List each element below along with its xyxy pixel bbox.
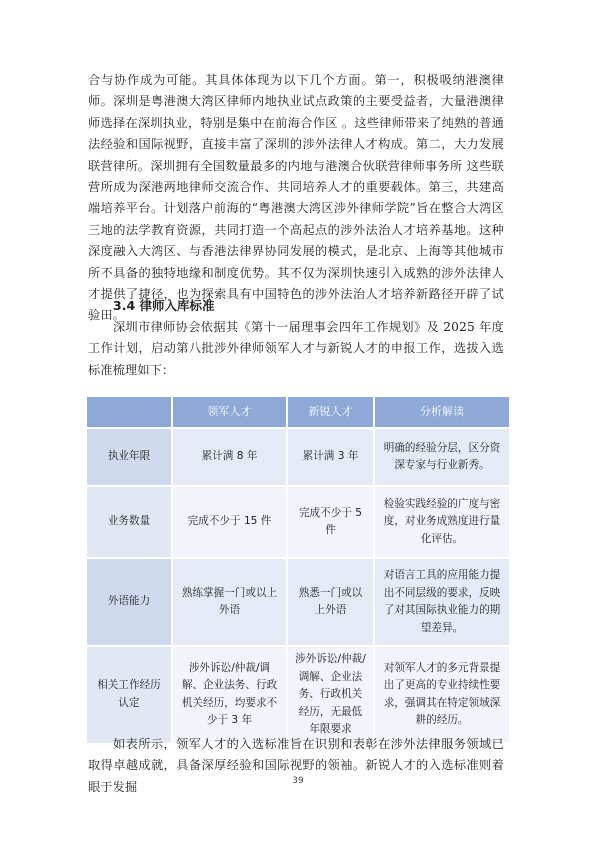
- section-heading: 3.4 律师入库标准: [113, 298, 215, 313]
- table-row: [86, 428, 510, 486]
- table-row: [86, 646, 510, 744]
- rising-cell: 累计满 3 年: [287, 428, 374, 486]
- analysis-cell: 对语言工具的应用能力提出不同层级的要求，反映了对其国际执业能力的期望差异。: [374, 558, 510, 646]
- row-label: 执业年限: [86, 428, 172, 486]
- header-leader: 领军人才: [172, 396, 287, 428]
- leader-cell: 累计满 8 年: [172, 428, 287, 486]
- header-analysis: 分析解读: [374, 396, 510, 428]
- analysis-cell: 检验实践经验的广度与密度，对业务成熟度进行量化评估。: [374, 486, 510, 558]
- row-label: 业务数量: [86, 486, 172, 558]
- rising-cell: 完成不少于 5 件: [287, 486, 374, 558]
- leader-cell: 完成不少于 15 件: [172, 486, 287, 558]
- analysis-cell: 明确的经验分层，区分资深专家与行业新秀。: [374, 428, 510, 486]
- table-row: [86, 486, 510, 558]
- conclusion-paragraph: 如表所示，领军人才的入选标准旨在识别和表彰在涉外法律服务领域已取得卓越成就，具备深厚经验和国际视野的领袖。新锐人才的入选标准则着眼于发掘: [88, 737, 504, 794]
- rising-cell: 熟悉一门或以上外语: [287, 558, 374, 646]
- page-number: 39: [292, 776, 304, 786]
- standards-table: [85, 395, 511, 745]
- header-blank: [86, 396, 172, 428]
- rising-cell: 涉外诉讼/仲裁/调解、企业法务、行政机关经历，无最低年限要求: [287, 646, 374, 744]
- leader-cell: 涉外诉讼/仲裁/调解、企业法务、行政机关经历，均要求不少于 3 年: [172, 646, 287, 744]
- analysis-cell: 对领军人才的多元背景提出了更高的专业持续性要求，强调其在特定领域深耕的经历。: [374, 646, 510, 744]
- table-header-row: [86, 396, 510, 428]
- row-label: 外语能力: [86, 558, 172, 646]
- standards-intro-paragraph: 深圳市律师协会依据其《第十一届理事会四年工作规划》及 2025 年度工作计划，启动第八批涉外律师领军人才与新锐人才的申报工作，选拔入选标准梳理如下：: [88, 320, 504, 377]
- leader-cell: 熟练掌握一门或以上外语: [172, 558, 287, 646]
- table-row: [86, 558, 510, 646]
- header-rising: 新锐人才: [287, 396, 374, 428]
- row-label: 相关工作经历认定: [86, 646, 172, 744]
- intro-paragraph: 合与协作成为可能。其具体体现为以下几个方面。第一，积极吸纳港澳律师。深圳是粤港澳大湾区律师内地执业试点政策的主要受益者，大量港澳律师选择在深圳执业，特别是集中在前海合作区 。这些律师带来了纯熟的普通法经验和国际视野，直接丰富了深圳的涉外法律人才构成。第二，大力发展联营律所。深圳拥有全国数量最多的内地与港澳合伙联营律师事务所 这些联营所成为深港两地律师交流合作、共同培养人才的重要载体。第三，共建高端培养平台。计划落户前海的“粤港澳大湾区涉外律师学院”旨在整合大湾区三地的法学教育资源，共同打造一个高起点的涉外法治人才培养基地。这种深度融入大湾区、与香港法律界协同发展的模式，是北京、上海等其他城市所不具备的独特地缘和制度优势。其不仅为深圳快速引入成熟的涉外法律人才提供了捷径，也为探索具有中国特色的涉外法治人才培养新路径开辟了试验田。: [88, 73, 504, 323]
